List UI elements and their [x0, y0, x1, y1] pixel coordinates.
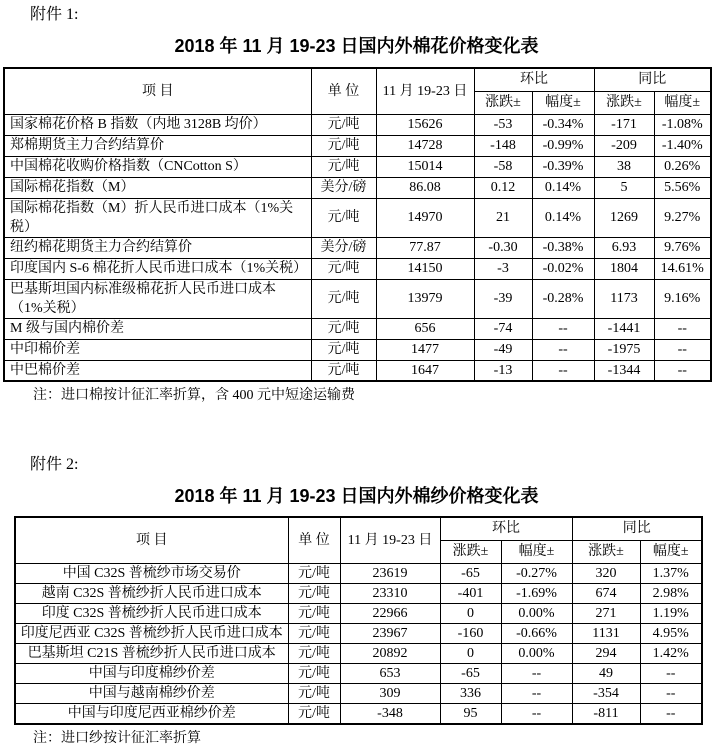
mom-rate-cell: -0.39%	[532, 156, 594, 177]
value-cell: 14150	[376, 258, 474, 279]
unit-cell: 美分/磅	[311, 177, 376, 198]
value-cell: 23619	[340, 563, 440, 583]
unit-cell: 元/吨	[311, 258, 376, 279]
mom-rate-cell: 0.00%	[501, 603, 572, 623]
table-row	[4, 258, 711, 279]
mom-rate-cell: -0.38%	[532, 237, 594, 258]
yoy-change-cell: -1975	[594, 339, 654, 360]
unit-cell: 元/吨	[288, 683, 340, 703]
table-row	[15, 583, 702, 603]
mom-rate-cell: -0.66%	[501, 623, 572, 643]
mom-rate-cell: -0.34%	[532, 114, 594, 135]
mom-rate-cell: -0.99%	[532, 135, 594, 156]
unit-cell: 元/吨	[288, 583, 340, 603]
header-mom-change: 涨跌±	[474, 91, 532, 114]
yoy-change-cell: 674	[572, 583, 640, 603]
yoy-change-cell: 271	[572, 603, 640, 623]
table-2-note: 注：进口纱按计征汇率折算	[33, 730, 201, 744]
item-cell: 中国 C32S 普梳纱市场交易价	[15, 563, 288, 583]
table-row	[15, 563, 702, 583]
header-mom-change: 涨跌±	[440, 540, 501, 563]
item-cell: 中国与印度棉纱价差	[15, 663, 288, 683]
header-period: 11 月 19-23 日	[340, 517, 440, 563]
value-cell: -348	[340, 703, 440, 724]
unit-cell: 美分/磅	[311, 237, 376, 258]
item-cell: 中印棉价差	[4, 339, 311, 360]
table-1-body	[4, 114, 711, 381]
mom-change-cell: 95	[440, 703, 501, 724]
table-row	[4, 156, 711, 177]
value-cell: 86.08	[376, 177, 474, 198]
table-2-body	[15, 563, 702, 724]
unit-cell: 元/吨	[311, 360, 376, 381]
item-cell: 中巴棉价差	[4, 360, 311, 381]
table-row	[4, 279, 711, 318]
header-yoy-group: 同比	[594, 68, 711, 91]
mom-rate-cell: --	[501, 663, 572, 683]
table-row	[4, 318, 711, 339]
mom-change-cell: -401	[440, 583, 501, 603]
item-cell: 中国棉花收购价格指数（CNCotton S）	[4, 156, 311, 177]
yoy-rate-cell: 4.95%	[640, 623, 702, 643]
value-cell: 15014	[376, 156, 474, 177]
unit-cell: 元/吨	[288, 643, 340, 663]
table-1-note: 注：进口棉按计征汇率折算，含 400 元中短途运输费	[33, 388, 355, 403]
item-cell: 印度国内 S-6 棉花折人民币进口成本（1%关税）	[4, 258, 311, 279]
yoy-change-cell: -1344	[594, 360, 654, 381]
table-row	[4, 114, 711, 135]
header-yoy-group: 同比	[572, 517, 702, 540]
yoy-rate-cell: 9.16%	[654, 279, 711, 318]
mom-change-cell: 0.12	[474, 177, 532, 198]
yoy-change-cell: -171	[594, 114, 654, 135]
yoy-rate-cell: 0.26%	[654, 156, 711, 177]
header-yoy-rate: 幅度±	[640, 540, 702, 563]
mom-change-cell: -49	[474, 339, 532, 360]
mom-change-cell: -39	[474, 279, 532, 318]
yoy-change-cell: 1804	[594, 258, 654, 279]
mom-rate-cell: --	[532, 360, 594, 381]
yoy-change-cell: 1173	[594, 279, 654, 318]
value-cell: 1647	[376, 360, 474, 381]
mom-change-cell: -58	[474, 156, 532, 177]
mom-rate-cell: 0.14%	[532, 198, 594, 237]
table-row	[15, 603, 702, 623]
unit-cell: 元/吨	[311, 339, 376, 360]
unit-cell: 元/吨	[288, 603, 340, 623]
unit-cell: 元/吨	[288, 563, 340, 583]
unit-cell: 元/吨	[288, 703, 340, 724]
item-cell: 郑棉期货主力合约结算价	[4, 135, 311, 156]
item-cell: 越南 C32S 普梳纱折人民币进口成本	[15, 583, 288, 603]
mom-rate-cell: --	[532, 318, 594, 339]
header-item: 项 目	[15, 517, 288, 563]
mom-rate-cell: -0.28%	[532, 279, 594, 318]
value-cell: 23310	[340, 583, 440, 603]
mom-rate-cell: --	[501, 683, 572, 703]
mom-change-cell: -3	[474, 258, 532, 279]
table-row	[4, 360, 711, 381]
table-row	[15, 683, 702, 703]
header-mom-group: 环比	[440, 517, 572, 540]
value-cell: 309	[340, 683, 440, 703]
yoy-rate-cell: 2.98%	[640, 583, 702, 603]
mom-rate-cell: --	[501, 703, 572, 724]
table-row	[15, 703, 702, 724]
table-row	[4, 135, 711, 156]
yoy-rate-cell: --	[654, 318, 711, 339]
item-cell: 巴基斯坦 C21S 普梳纱折人民币进口成本	[15, 643, 288, 663]
yoy-change-cell: 6.93	[594, 237, 654, 258]
value-cell: 656	[376, 318, 474, 339]
table-row	[15, 663, 702, 683]
table-1-title: 2018 年 11 月 19-23 日国内外棉花价格变化表	[174, 36, 539, 56]
header-yoy-change: 涨跌±	[594, 91, 654, 114]
value-cell: 1477	[376, 339, 474, 360]
value-cell: 14728	[376, 135, 474, 156]
table-row	[15, 643, 702, 663]
item-cell: 中国与越南棉纱价差	[15, 683, 288, 703]
yoy-change-cell: 320	[572, 563, 640, 583]
value-cell: 15626	[376, 114, 474, 135]
header-unit: 单 位	[311, 68, 376, 114]
mom-rate-cell: -0.27%	[501, 563, 572, 583]
mom-rate-cell: -1.69%	[501, 583, 572, 603]
mom-change-cell: -65	[440, 663, 501, 683]
yoy-change-cell: 49	[572, 663, 640, 683]
yoy-change-cell: 1269	[594, 198, 654, 237]
yoy-rate-cell: 1.42%	[640, 643, 702, 663]
table-row	[15, 623, 702, 643]
mom-change-cell: -148	[474, 135, 532, 156]
yoy-change-cell: -1441	[594, 318, 654, 339]
item-cell: 巴基斯坦国内标准级棉花折人民币进口成本（1%关税）	[4, 279, 311, 318]
cotton-price-table	[3, 67, 712, 382]
yoy-change-cell: 5	[594, 177, 654, 198]
yoy-rate-cell: 1.37%	[640, 563, 702, 583]
value-cell: 13979	[376, 279, 474, 318]
yoy-rate-cell: --	[640, 703, 702, 724]
value-cell: 653	[340, 663, 440, 683]
yoy-rate-cell: 9.27%	[654, 198, 711, 237]
item-cell: 中国与印度尼西亚棉纱价差	[15, 703, 288, 724]
yoy-rate-cell: 14.61%	[654, 258, 711, 279]
unit-cell: 元/吨	[288, 663, 340, 683]
yoy-rate-cell: -1.40%	[654, 135, 711, 156]
mom-change-cell: 0	[440, 603, 501, 623]
item-cell: 国际棉花指数（M）	[4, 177, 311, 198]
item-cell: 纽约棉花期货主力合约结算价	[4, 237, 311, 258]
mom-change-cell: 336	[440, 683, 501, 703]
unit-cell: 元/吨	[311, 114, 376, 135]
header-yoy-rate: 幅度±	[654, 91, 711, 114]
attachment-2-label: 附件 2:	[30, 456, 79, 473]
header-period: 11 月 19-23 日	[376, 68, 474, 114]
mom-change-cell: -160	[440, 623, 501, 643]
mom-change-cell: 0	[440, 643, 501, 663]
table-row	[4, 198, 711, 237]
mom-rate-cell: -0.02%	[532, 258, 594, 279]
yoy-rate-cell: --	[640, 683, 702, 703]
yoy-change-cell: -209	[594, 135, 654, 156]
table-row	[4, 237, 711, 258]
header-mom-group: 环比	[474, 68, 594, 91]
header-mom-rate: 幅度±	[501, 540, 572, 563]
attachment-1-label: 附件 1:	[30, 6, 79, 23]
value-cell: 22966	[340, 603, 440, 623]
yoy-change-cell: -354	[572, 683, 640, 703]
yoy-rate-cell: 9.76%	[654, 237, 711, 258]
mom-change-cell: -74	[474, 318, 532, 339]
yarn-price-table	[14, 516, 703, 725]
header-unit: 单 位	[288, 517, 340, 563]
yoy-change-cell: 38	[594, 156, 654, 177]
table-row	[4, 177, 711, 198]
mom-rate-cell: 0.00%	[501, 643, 572, 663]
mom-change-cell: 21	[474, 198, 532, 237]
unit-cell: 元/吨	[288, 623, 340, 643]
unit-cell: 元/吨	[311, 156, 376, 177]
unit-cell: 元/吨	[311, 279, 376, 318]
yoy-rate-cell: 1.19%	[640, 603, 702, 623]
table-2-header	[15, 517, 702, 563]
mom-change-cell: -0.30	[474, 237, 532, 258]
yoy-rate-cell: --	[654, 360, 711, 381]
item-cell: 印度 C32S 普梳纱折人民币进口成本	[15, 603, 288, 623]
yoy-rate-cell: --	[640, 663, 702, 683]
header-item: 项 目	[4, 68, 311, 114]
table-2-title: 2018 年 11 月 19-23 日国内外棉纱价格变化表	[174, 486, 539, 506]
value-cell: 23967	[340, 623, 440, 643]
yoy-rate-cell: --	[654, 339, 711, 360]
mom-change-cell: -13	[474, 360, 532, 381]
mom-change-cell: -65	[440, 563, 501, 583]
unit-cell: 元/吨	[311, 318, 376, 339]
unit-cell: 元/吨	[311, 198, 376, 237]
mom-change-cell: -53	[474, 114, 532, 135]
mom-rate-cell: 0.14%	[532, 177, 594, 198]
table-row	[4, 339, 711, 360]
yoy-change-cell: 294	[572, 643, 640, 663]
item-cell: M 级与国内棉价差	[4, 318, 311, 339]
mom-rate-cell: --	[532, 339, 594, 360]
header-yoy-change: 涨跌±	[572, 540, 640, 563]
item-cell: 国际棉花指数（M）折人民币进口成本（1%关税）	[4, 198, 311, 237]
yoy-change-cell: 1131	[572, 623, 640, 643]
value-cell: 77.87	[376, 237, 474, 258]
unit-cell: 元/吨	[311, 135, 376, 156]
yoy-rate-cell: -1.08%	[654, 114, 711, 135]
value-cell: 14970	[376, 198, 474, 237]
header-mom-rate: 幅度±	[532, 91, 594, 114]
value-cell: 20892	[340, 643, 440, 663]
yoy-change-cell: -811	[572, 703, 640, 724]
table-1-header	[4, 68, 711, 114]
item-cell: 印度尼西亚 C32S 普梳纱折人民币进口成本	[15, 623, 288, 643]
yoy-rate-cell: 5.56%	[654, 177, 711, 198]
item-cell: 国家棉花价格 B 指数（内地 3128B 均价）	[4, 114, 311, 135]
